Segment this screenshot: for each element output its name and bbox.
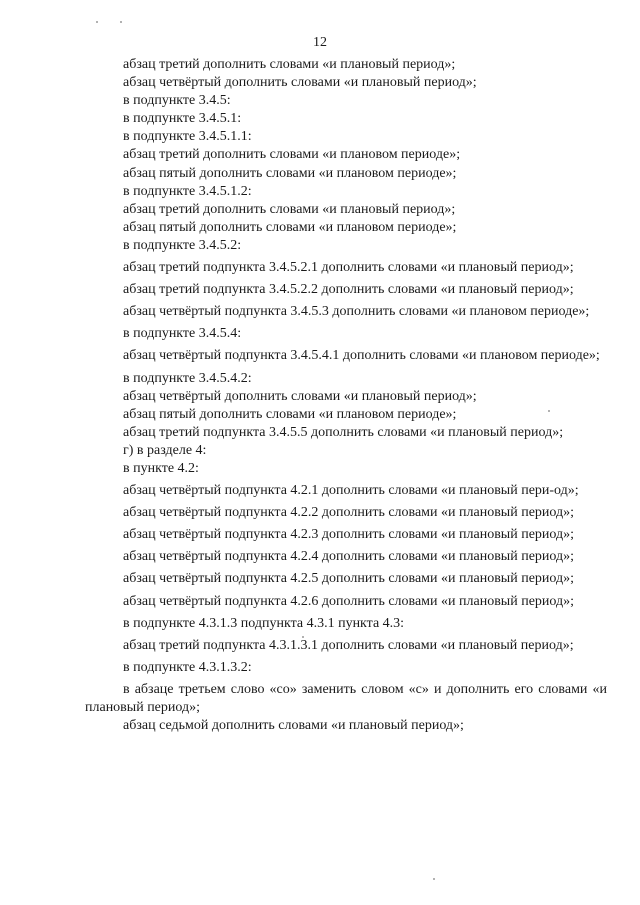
- paragraph: абзац четвёртый подпункта 4.2.2 дополнить словами «и плановый период»;: [123, 505, 575, 521]
- paragraph: абзац четвёртый подпункта 4.2.1 дополнить словами «и плановый пери-од»;: [123, 483, 579, 499]
- paragraph: абзац четвёртый подпункта 3.4.5.4.1 дополнить словами «и плановом периоде»;: [123, 348, 600, 364]
- paragraph: в подпункте 3.4.5.2:: [123, 237, 242, 253]
- paragraph: в подпункте 4.3.1.3.2:: [123, 659, 252, 675]
- paragraph: абзац седьмой дополнить словами «и плановый период»;: [123, 718, 464, 734]
- paragraph: абзац пятый дополнить словами «и плановом периоде»;: [123, 165, 457, 181]
- paragraph: абзац четвёртый дополнить словами «и плановый период»;: [123, 388, 477, 404]
- paragraph: абзац четвёртый подпункта 4.2.4 дополнить словами «и плановый период»;: [123, 549, 575, 565]
- paragraph: абзац четвёртый подпункта 4.2.6 дополнить словами «и плановый период»;: [123, 593, 575, 609]
- paragraph: в подпункте 3.4.5.1:: [123, 111, 242, 127]
- paragraph: в подпункте 3.4.5.4:: [123, 326, 242, 342]
- paragraph: абзац четвёртый подпункта 4.2.3 дополнить словами «и плановый период»;: [123, 527, 575, 543]
- page-number: 12: [313, 35, 327, 50]
- document-body: [85, 56, 607, 735]
- paragraph: в подпункте 3.4.5:: [123, 93, 231, 109]
- paragraph: абзац четвёртый подпункта 4.2.5 дополнить словами «и плановый период»;: [123, 571, 575, 587]
- paragraph: в пункте 4.2:: [123, 460, 199, 476]
- paragraph: абзац третий подпункта 3.4.5.5 дополнить словами «и плановый период»;: [123, 424, 564, 440]
- paragraph: абзац третий дополнить словами «и плановый период»;: [123, 57, 456, 72]
- paragraph: в подпункте 3.4.5.1.1:: [123, 129, 252, 145]
- paragraph: абзац третий дополнить словами «и плановом периоде»;: [123, 147, 461, 163]
- paragraph: в подпункте 3.4.5.1.2:: [123, 183, 252, 199]
- paragraph: абзац пятый дополнить словами «и плановом периоде»;: [123, 406, 457, 422]
- paragraph: абзац третий подпункта 3.4.5.2.1 дополнить словами «и плановый период»;: [123, 260, 574, 276]
- paragraph: абзац пятый дополнить словами «и плановом периоде»;: [123, 219, 457, 235]
- scan-speck: [433, 878, 435, 880]
- paragraph: в абзаце третьем слово «со» заменить словом «с» и дополнить его словами «и плановый период»;: [85, 681, 607, 715]
- scan-speck: [96, 21, 98, 23]
- paragraph: абзац третий подпункта 4.3.1.3.1 дополнить словами «и плановый период»;: [123, 637, 574, 653]
- paragraph: абзац четвёртый подпункта 3.4.5.3 дополнить словами «и плановом периоде»;: [123, 304, 590, 320]
- paragraph: абзац третий дополнить словами «и плановый период»;: [123, 201, 456, 217]
- paragraph: абзац четвёртый дополнить словами «и плановый период»;: [123, 75, 477, 91]
- scan-speck: [120, 21, 122, 23]
- paragraph: г) в разделе 4:: [123, 442, 207, 458]
- paragraph: в подпункте 3.4.5.4.2:: [123, 370, 252, 386]
- paragraph: абзац третий подпункта 3.4.5.2.2 дополнить словами «и плановый период»;: [123, 282, 574, 298]
- paragraph: в подпункте 4.3.1.3 подпункта 4.3.1 пункта 4.3:: [123, 615, 405, 631]
